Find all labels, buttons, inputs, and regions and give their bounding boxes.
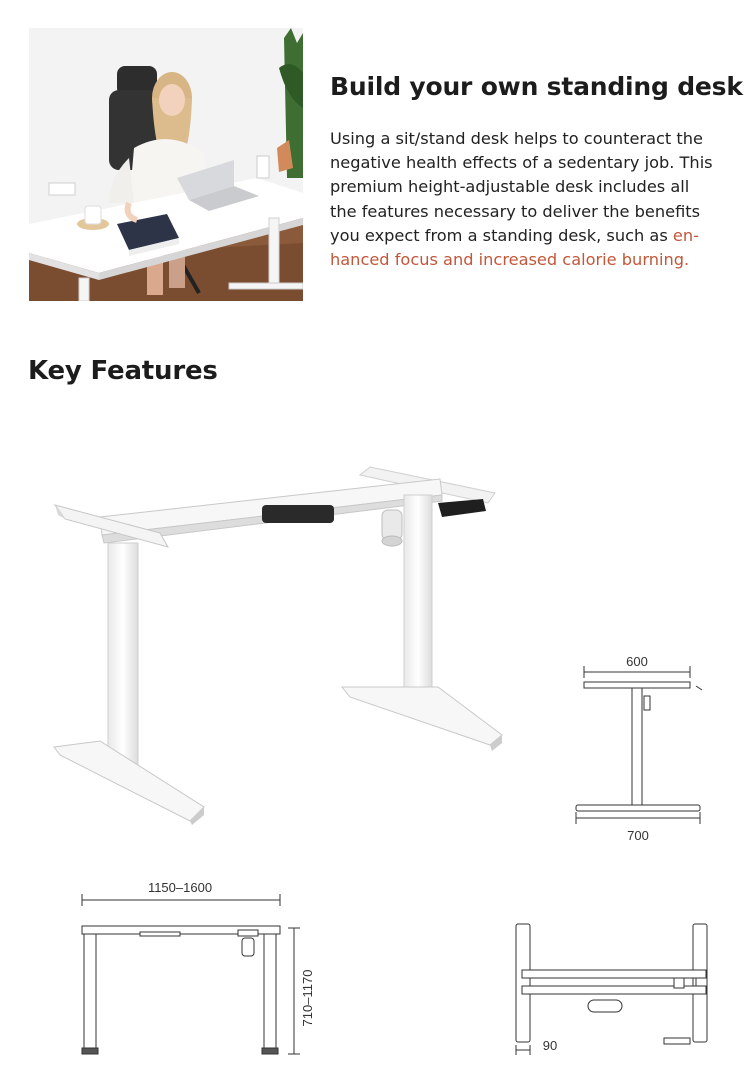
key-features-title: Key Features	[28, 356, 218, 386]
hero-description	[330, 127, 730, 272]
hero-description-line-1: Using a sit/stand desk helps to counteract the	[330, 129, 703, 148]
hero-description-line-5	[330, 224, 730, 248]
side-view-diagram	[570, 650, 710, 850]
side-top-dimension-label: 600	[626, 654, 648, 669]
desk-lifestyle-photo	[29, 28, 303, 301]
top-view-diagram	[508, 920, 718, 1060]
side-base-dimension-label: 700	[627, 828, 649, 843]
desk-frame-illustration	[40, 455, 510, 835]
front-view-diagram	[70, 878, 330, 1064]
hero-accent-text-start: en-	[672, 225, 699, 245]
hero-title: Build your own standing desk	[330, 72, 743, 101]
hero-description-line-5-text: you expect from a standing desk, such as	[330, 225, 673, 245]
hero-description-line-3: premium height-adjustable desk includes all	[330, 177, 690, 197]
hero-description-line-4: the features necessary to deliver the benefits	[330, 201, 701, 221]
front-height-dimension-label: 710–1170	[300, 969, 315, 1027]
front-width-dimension-label: 1150–1600	[147, 880, 213, 895]
hero-accent-text-end: hanced focus and increased calorie burning.	[330, 250, 690, 270]
foot-width-dimension-label: 90	[542, 1038, 558, 1053]
hero-description-line-2: negative health effects of a sedentary job. This	[330, 153, 713, 173]
